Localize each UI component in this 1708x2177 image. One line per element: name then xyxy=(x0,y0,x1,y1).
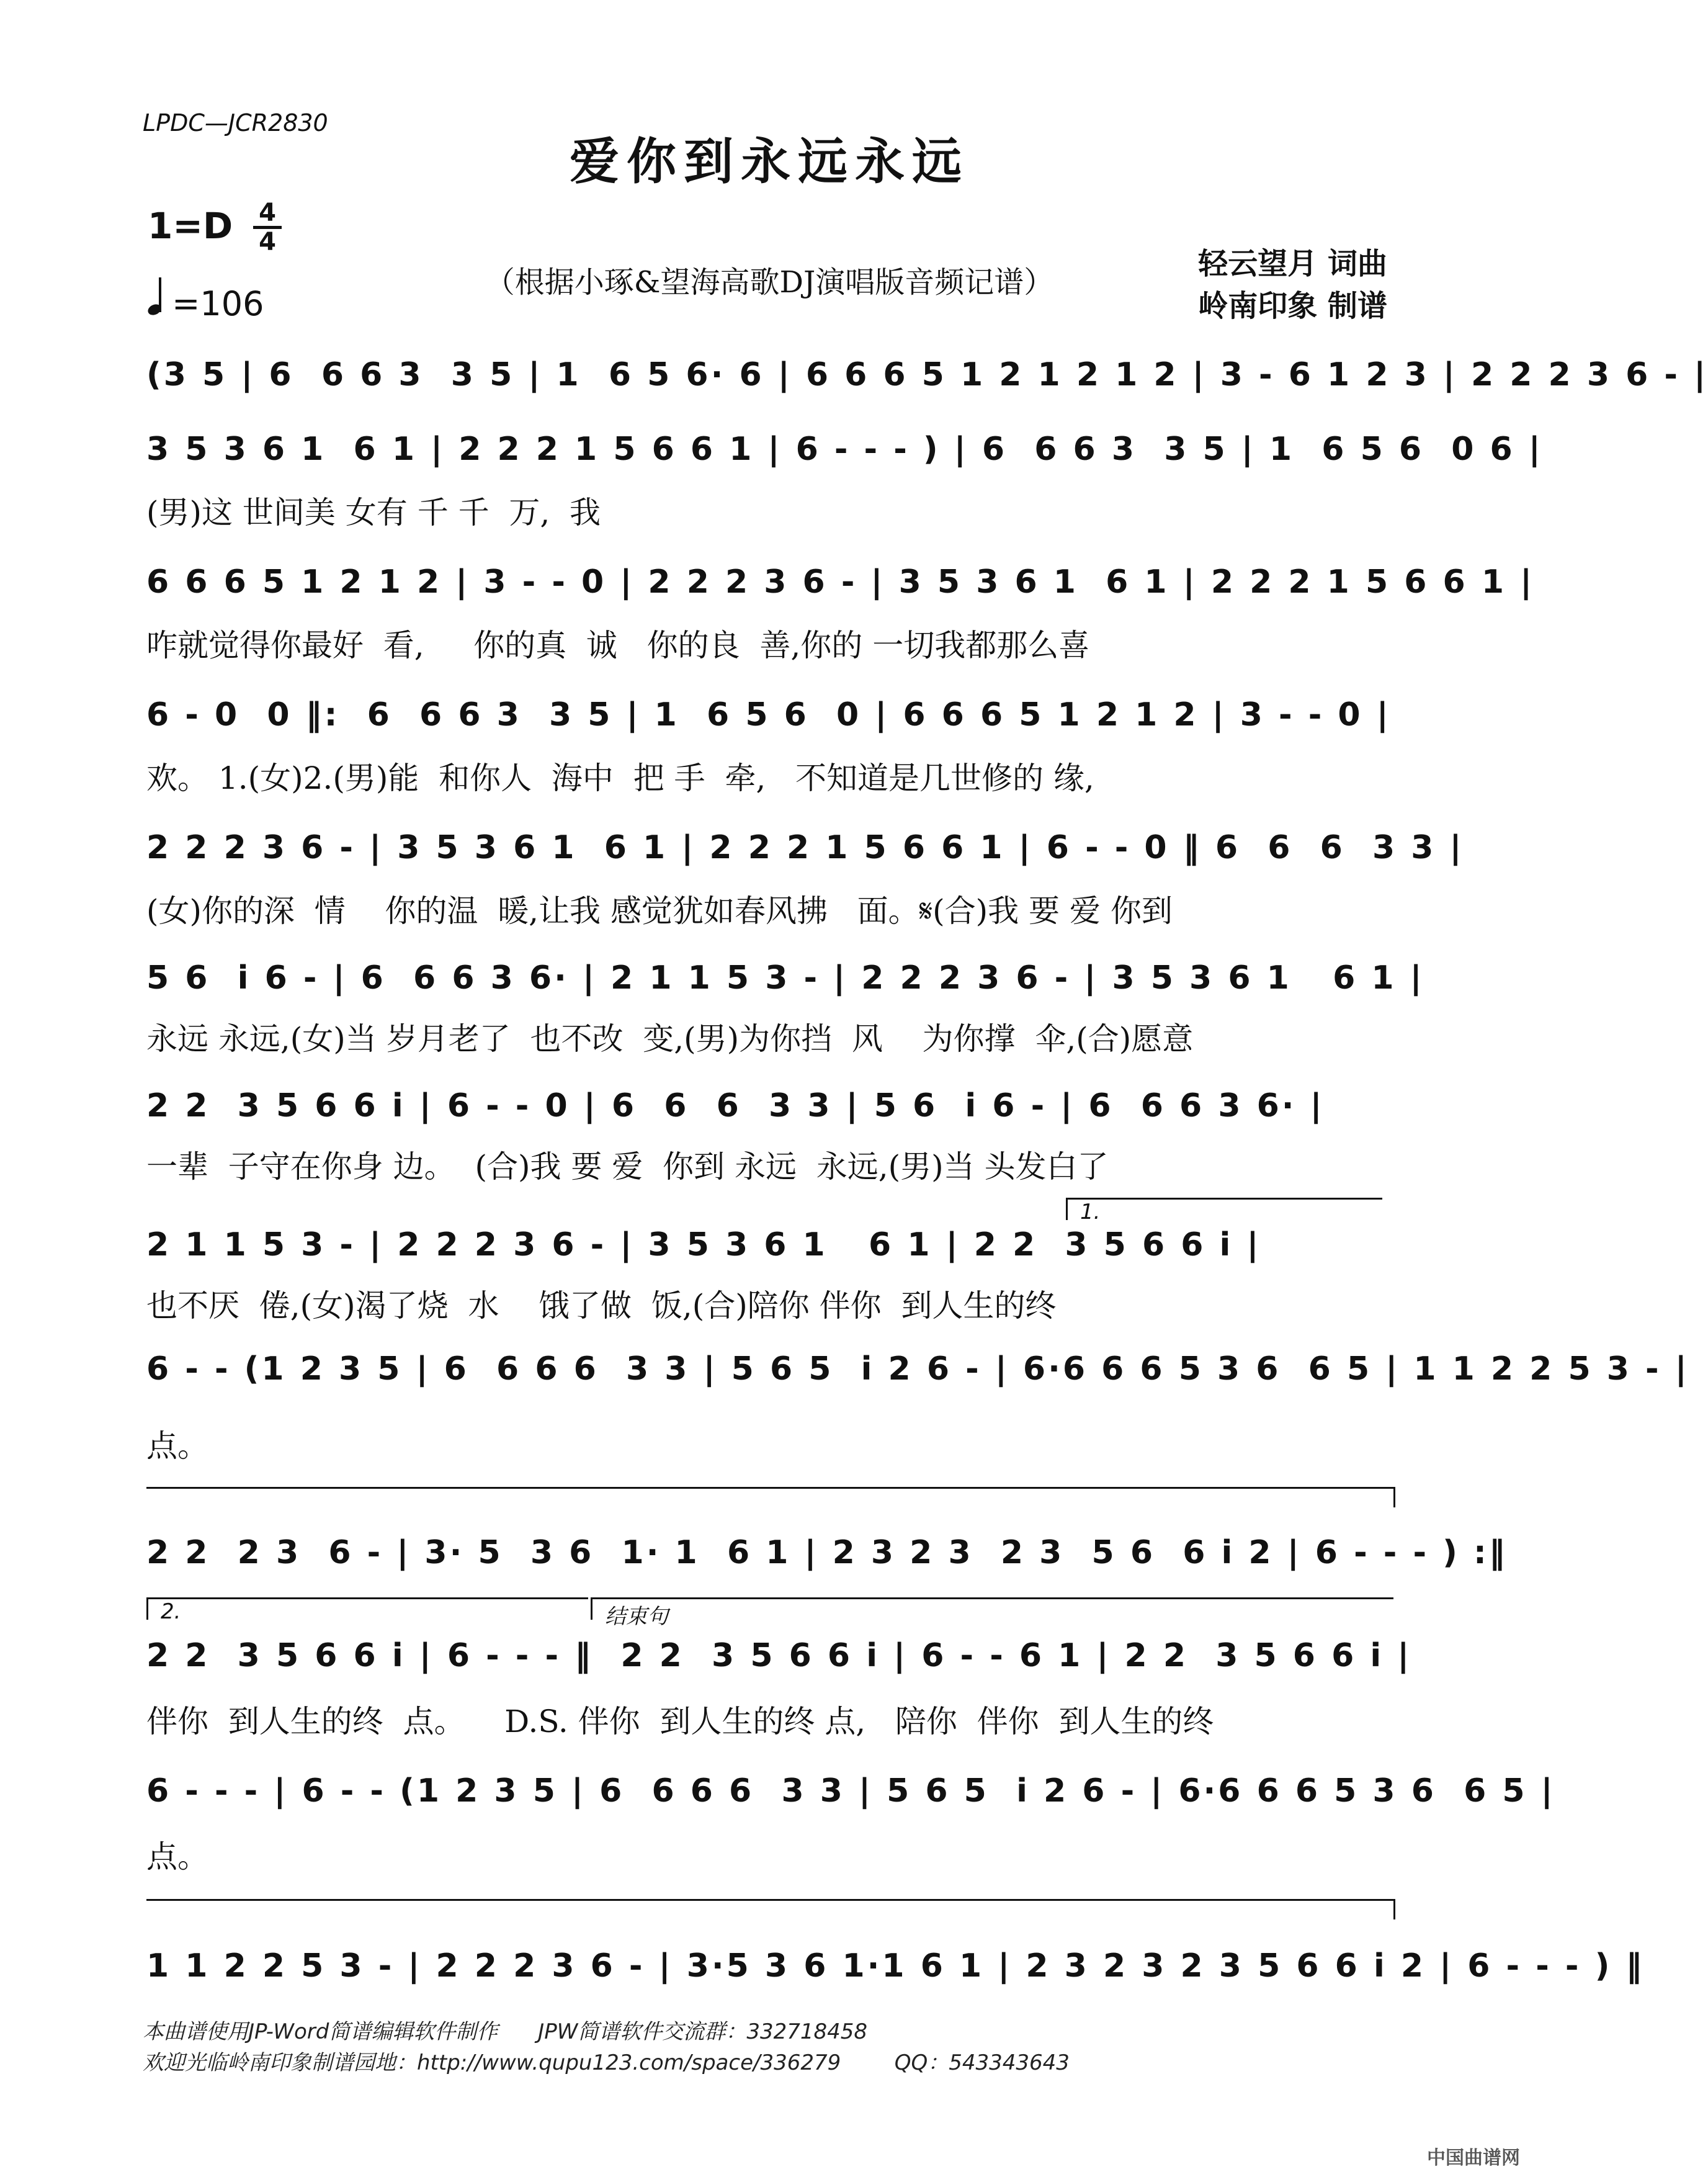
music-line-1: (3 5 | 6 6 6 3 3 5 | 1 6 5 6· 6 | 6 6 6 5 1 2 1 2 1 2 | 3 - 6 1 2 3 | 2 2 2 3 6 - | xyxy=(146,356,1708,393)
lyric-line-11: 伴你 到人生的终 点。 D.S. 伴你 到人生的终 点, 陪你 伴你 到人生的终 xyxy=(146,1703,1214,1739)
key-signature: 1=D xyxy=(148,205,233,247)
music-line-13: 1 1 2 2 5 3 - | 2 2 2 3 6 - | 3·5 3 6 1·1 6 1 | 2 3 2 3 2 3 5 6 6 i 2 | 6 - - - ) ‖ xyxy=(146,1947,1645,1985)
meter-top: 4 xyxy=(259,199,276,227)
music-line-7: 2 2 3 5 6 6 i | 6 - - 0 | 6 6 6 3 3 | 5 6 i 6 - | 6 6 6 3 6· | xyxy=(146,1087,1325,1124)
lyric-line-8: 也不厌 倦,(女)渴了烧 水 饿了做 饭,(合)陪你 伴你 到人生的终 xyxy=(146,1288,1057,1324)
time-signature xyxy=(253,200,282,255)
meter-bottom: 4 xyxy=(253,226,282,255)
lyric-line-4: 欢。 1.(女)2.(男)能 和你人 海中 把 手 牵, 不知道是几世修的 缘, xyxy=(146,760,1094,796)
music-line-4: 6 - 0 0 ‖: 6 6 6 3 3 5 | 1 6 5 6 0 | 6 6 6 5 1 2 1 2 | 3 - - 0 | xyxy=(146,696,1391,734)
lyric-line-5: (女)你的深 情 你的温 暖,让我 感觉犹如春风拂 面。𝄋(合)我 要 爱 你到 xyxy=(146,893,1173,929)
footer-software-note: 本曲谱使用JP-Word简谱编辑软件制作 JPW简谱软件交流群：332718458 xyxy=(143,2019,868,2044)
music-line-10: 2 2 2 3 6 - | 3· 5 3 6 1· 1 6 1 | 2 3 2 3 2 3 5 6 6 i 2 | 6 - - - ) :‖ xyxy=(146,1534,1508,1571)
footer-website-note: 欢迎光临岭南印象制谱园地：http://www.qupu123.com/space/336279 QQ：543343643 xyxy=(143,2050,1070,2075)
lyric-line-9: 点。 xyxy=(146,1428,208,1464)
lyric-line-12: 点。 xyxy=(146,1839,208,1875)
section-bracket xyxy=(146,1487,1395,1507)
music-line-6: 5 6 i 6 - | 6 6 6 3 6· | 2 1 1 5 3 - | 2 2 2 3 6 - | 3 5 3 6 1 6 1 | xyxy=(146,959,1424,997)
section-bracket-2 xyxy=(146,1899,1395,1919)
music-line-5: 2 2 2 3 6 - | 3 5 3 6 1 6 1 | 2 2 2 1 5 6 6 1 | 6 - - 0 ‖ 6 6 6 3 3 | xyxy=(146,829,1464,866)
music-line-12: 6 - - - | 6 - - (1 2 3 5 | 6 6 6 6 3 3 | 5 6 5 i 2 6 - | 6·6 6 6 5 3 6 6 5 | xyxy=(146,1772,1555,1810)
score-code: LPDC—JCR2830 xyxy=(143,109,328,137)
music-line-11: 2 2 3 5 6 6 i | 6 - - - ‖ 2 2 3 5 6 6 i | 6 - - 6 1 | 2 2 3 5 6 6 i | xyxy=(146,1637,1412,1674)
site-watermark: 中国曲谱网 xyxy=(1427,2147,1520,2169)
ending-phrase-bracket: 结束句 xyxy=(591,1597,1393,1620)
credit-lyrics: 轻云望月 词曲 xyxy=(1198,246,1387,281)
music-line-8: 2 1 1 5 3 - | 2 2 2 3 6 - | 3 5 3 6 1 6 1 | 2 2 3 5 6 6 i | xyxy=(146,1226,1261,1264)
song-title: 爱你到永远永远 xyxy=(570,132,969,191)
tempo-value: =106 xyxy=(172,284,264,323)
lyric-line-6: 永远 永远,(女)当 岁月老了 也不改 变,(男)为你挡 风 为你撑 伞,(合)愿意 xyxy=(146,1021,1194,1057)
music-line-3: 6 6 6 5 1 2 1 2 | 3 - - 0 | 2 2 2 3 6 - | 3 5 3 6 1 6 1 | 2 2 2 1 5 6 6 1 | xyxy=(146,563,1535,601)
lyric-line-7: 一辈 子守在你身 边。 (合)我 要 爱 你到 永远 永远,(男)当 头发白了 xyxy=(146,1149,1109,1185)
music-line-2: 3 5 3 6 1 6 1 | 2 2 2 1 5 6 6 1 | 6 - - - ) | 6 6 6 3 3 5 | 1 6 5 6 0 6 | xyxy=(146,431,1543,468)
music-line-9: 6 - - (1 2 3 5 | 6 6 6 6 3 3 | 5 6 5 i 2 6 - | 6·6 6 6 5 3 6 6 5 | 1 1 2 2 5 3 - | xyxy=(146,1350,1689,1388)
second-ending-bracket: 2. xyxy=(146,1597,588,1620)
credit-score: 岭南印象 制谱 xyxy=(1198,289,1387,323)
source-note: （根据小琢&望海高歌DJ演唱版音频记谱） xyxy=(485,265,1054,300)
first-ending-bracket: 1. xyxy=(1066,1198,1382,1220)
lyric-line-2: (男)这 世间美 女有 千 千 万, 我 xyxy=(146,495,601,531)
lyric-line-3: 咋就觉得你最好 看, 你的真 诚 你的良 善,你的 一切我都那么喜 xyxy=(146,627,1090,663)
